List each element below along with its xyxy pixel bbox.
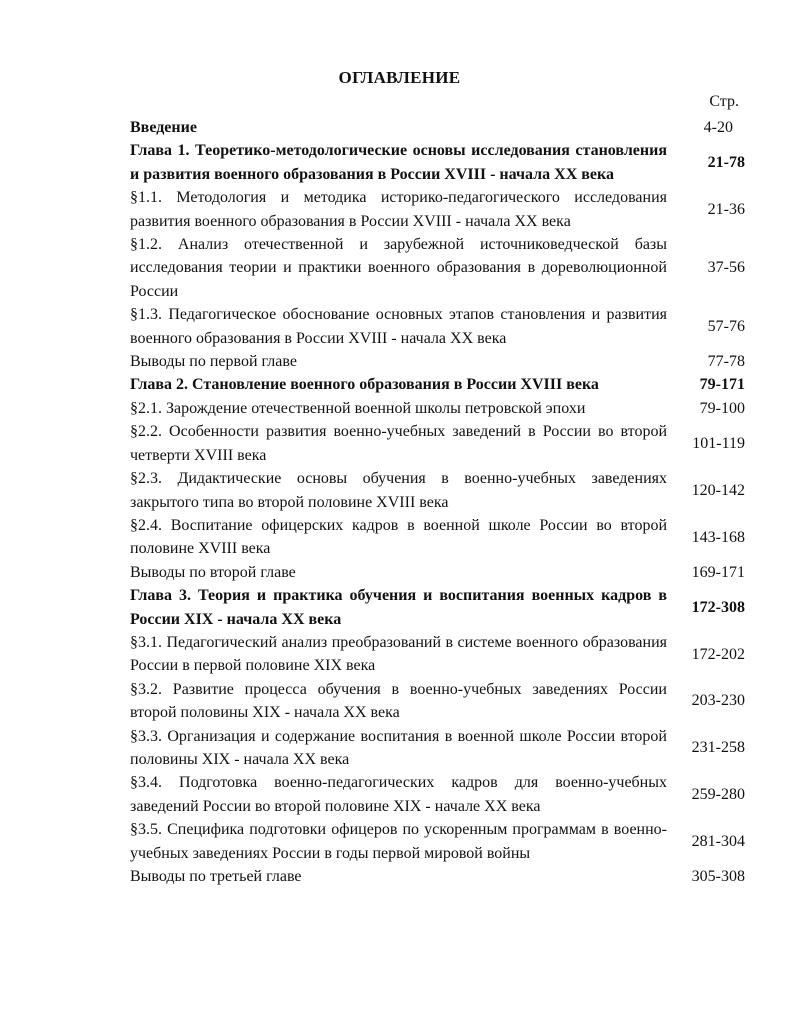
toc-section-entry [130, 467, 745, 514]
toc-entry-title: §3.5. Специфика подготовки офицеров по ускоренным программам в военно-учебных заведениях России в годы первой мировой войны [130, 821, 667, 862]
toc-entry-title: §3.1. Педагогический анализ преобразований в системе военного образования России в первой половине XIX века [130, 633, 667, 675]
toc-entry-pages: 281-304 [691, 832, 745, 850]
toc-section-entry [130, 631, 745, 678]
toc-entry-title: Глава 3. Теория и практика обучения и воспитания военных кадров в России XIX - начала XX века [130, 587, 667, 628]
toc-list [130, 116, 745, 888]
toc-entry-pages: 172-202 [691, 645, 745, 663]
toc-entry-pages: 79-100 [699, 399, 745, 417]
toc-section-entry [130, 678, 745, 725]
toc-entry-pages: 101-119 [692, 434, 745, 452]
toc-section-entry [130, 303, 745, 350]
toc-entry-title: §1.2. Анализ отечественной и зарубежной источниковедческой базы исследования теории и практики военного образования в дореволюционной России [130, 236, 667, 300]
toc-entry-title: §1.3. Педагогическое обоснование основных этапов становления и развития военного образования в России XVIII - начала XX века [130, 306, 667, 347]
toc-entry-pages: 4-20 [703, 119, 733, 136]
toc-section-entry [130, 397, 745, 420]
toc-section-entry [130, 725, 745, 772]
toc-chapter-entry [130, 584, 745, 631]
toc-entry-pages: 203-230 [691, 692, 745, 710]
toc-entry-title: §3.2. Развитие процесса обучения в военно-учебных заведениях России второй половины XIX - начала XX века [130, 680, 667, 722]
toc-chapter-entry [130, 373, 745, 396]
toc-entry-pages: 143-168 [691, 528, 745, 546]
toc-entry-title: §1.1. Методология и методика историко-педагогического исследования развития военного образования в России XVIII - начала XX века [130, 189, 667, 230]
toc-entry-pages: 57-76 [707, 317, 745, 335]
toc-entry-title: §2.2. Особенности развития военно-учебных заведений в России во второй четверти XVIII века [130, 423, 667, 464]
toc-entry-pages: 21-36 [707, 200, 745, 218]
toc-section-entry [130, 186, 745, 233]
toc-entry-title: Глава 2. Становление военного образования в России XVIII века [130, 376, 599, 394]
toc-section-entry [130, 233, 745, 303]
toc-entry-pages: 169-171 [691, 563, 745, 581]
toc-entry-pages: 231-258 [691, 739, 745, 757]
toc-entry-title: §2.4. Воспитание офицерских кадров в военной школе России во второй половине XVIII века [130, 516, 667, 558]
toc-entry-pages: 172-308 [691, 598, 745, 616]
toc-entry-title: §3.4. Подготовка военно-педагогических кадров для военно-учебных заведений России во второй половине XIX - начале XX века [130, 774, 667, 815]
toc-entry-title: Введение [130, 119, 197, 136]
toc-section-entry [130, 865, 745, 888]
toc-section-entry [130, 350, 745, 373]
toc-chapter-entry [130, 139, 745, 186]
toc-entry-pages: 120-142 [691, 481, 745, 499]
toc-entry-pages: 37-56 [707, 259, 745, 277]
toc-entry-title: Выводы по третьей главе [130, 868, 302, 885]
toc-section-entry [130, 771, 745, 818]
toc-entry-title: Выводы по второй главе [130, 563, 296, 581]
toc-entry-pages: 259-280 [691, 786, 745, 804]
page-title: ОГЛАВЛЕНИЕ [338, 68, 461, 87]
toc-section-entry [130, 818, 745, 865]
toc-entry-pages: 305-308 [691, 868, 745, 885]
toc-entry-pages: 77-78 [707, 353, 745, 371]
toc-entry-title: §2.3. Дидактические основы обучения в военно-учебных заведениях закрытого типа во второй половине XVIII века [130, 470, 667, 511]
toc-entry-title: §3.3. Организация и содержание воспитания в военной школе России второй половины XIX - начала XX века [130, 727, 667, 768]
toc-entry-title: Глава 1. Теоретико-методологические основы исследования становления и развития военного образования в России XVIII - начала XX века [130, 142, 667, 183]
toc-section-entry [130, 561, 745, 584]
toc-entry-pages: 21-78 [707, 154, 745, 172]
page-column-label: Стр. [709, 93, 739, 110]
toc-section-entry [130, 514, 745, 561]
toc-entry-pages: 79-171 [699, 376, 745, 394]
toc-intro-entry [130, 116, 745, 139]
toc-entry-title: §2.1. Зарождение отечественной военной школы петровской эпохи [130, 399, 586, 417]
toc-entry-title: Выводы по первой главе [130, 353, 297, 371]
toc-section-entry [130, 420, 745, 467]
